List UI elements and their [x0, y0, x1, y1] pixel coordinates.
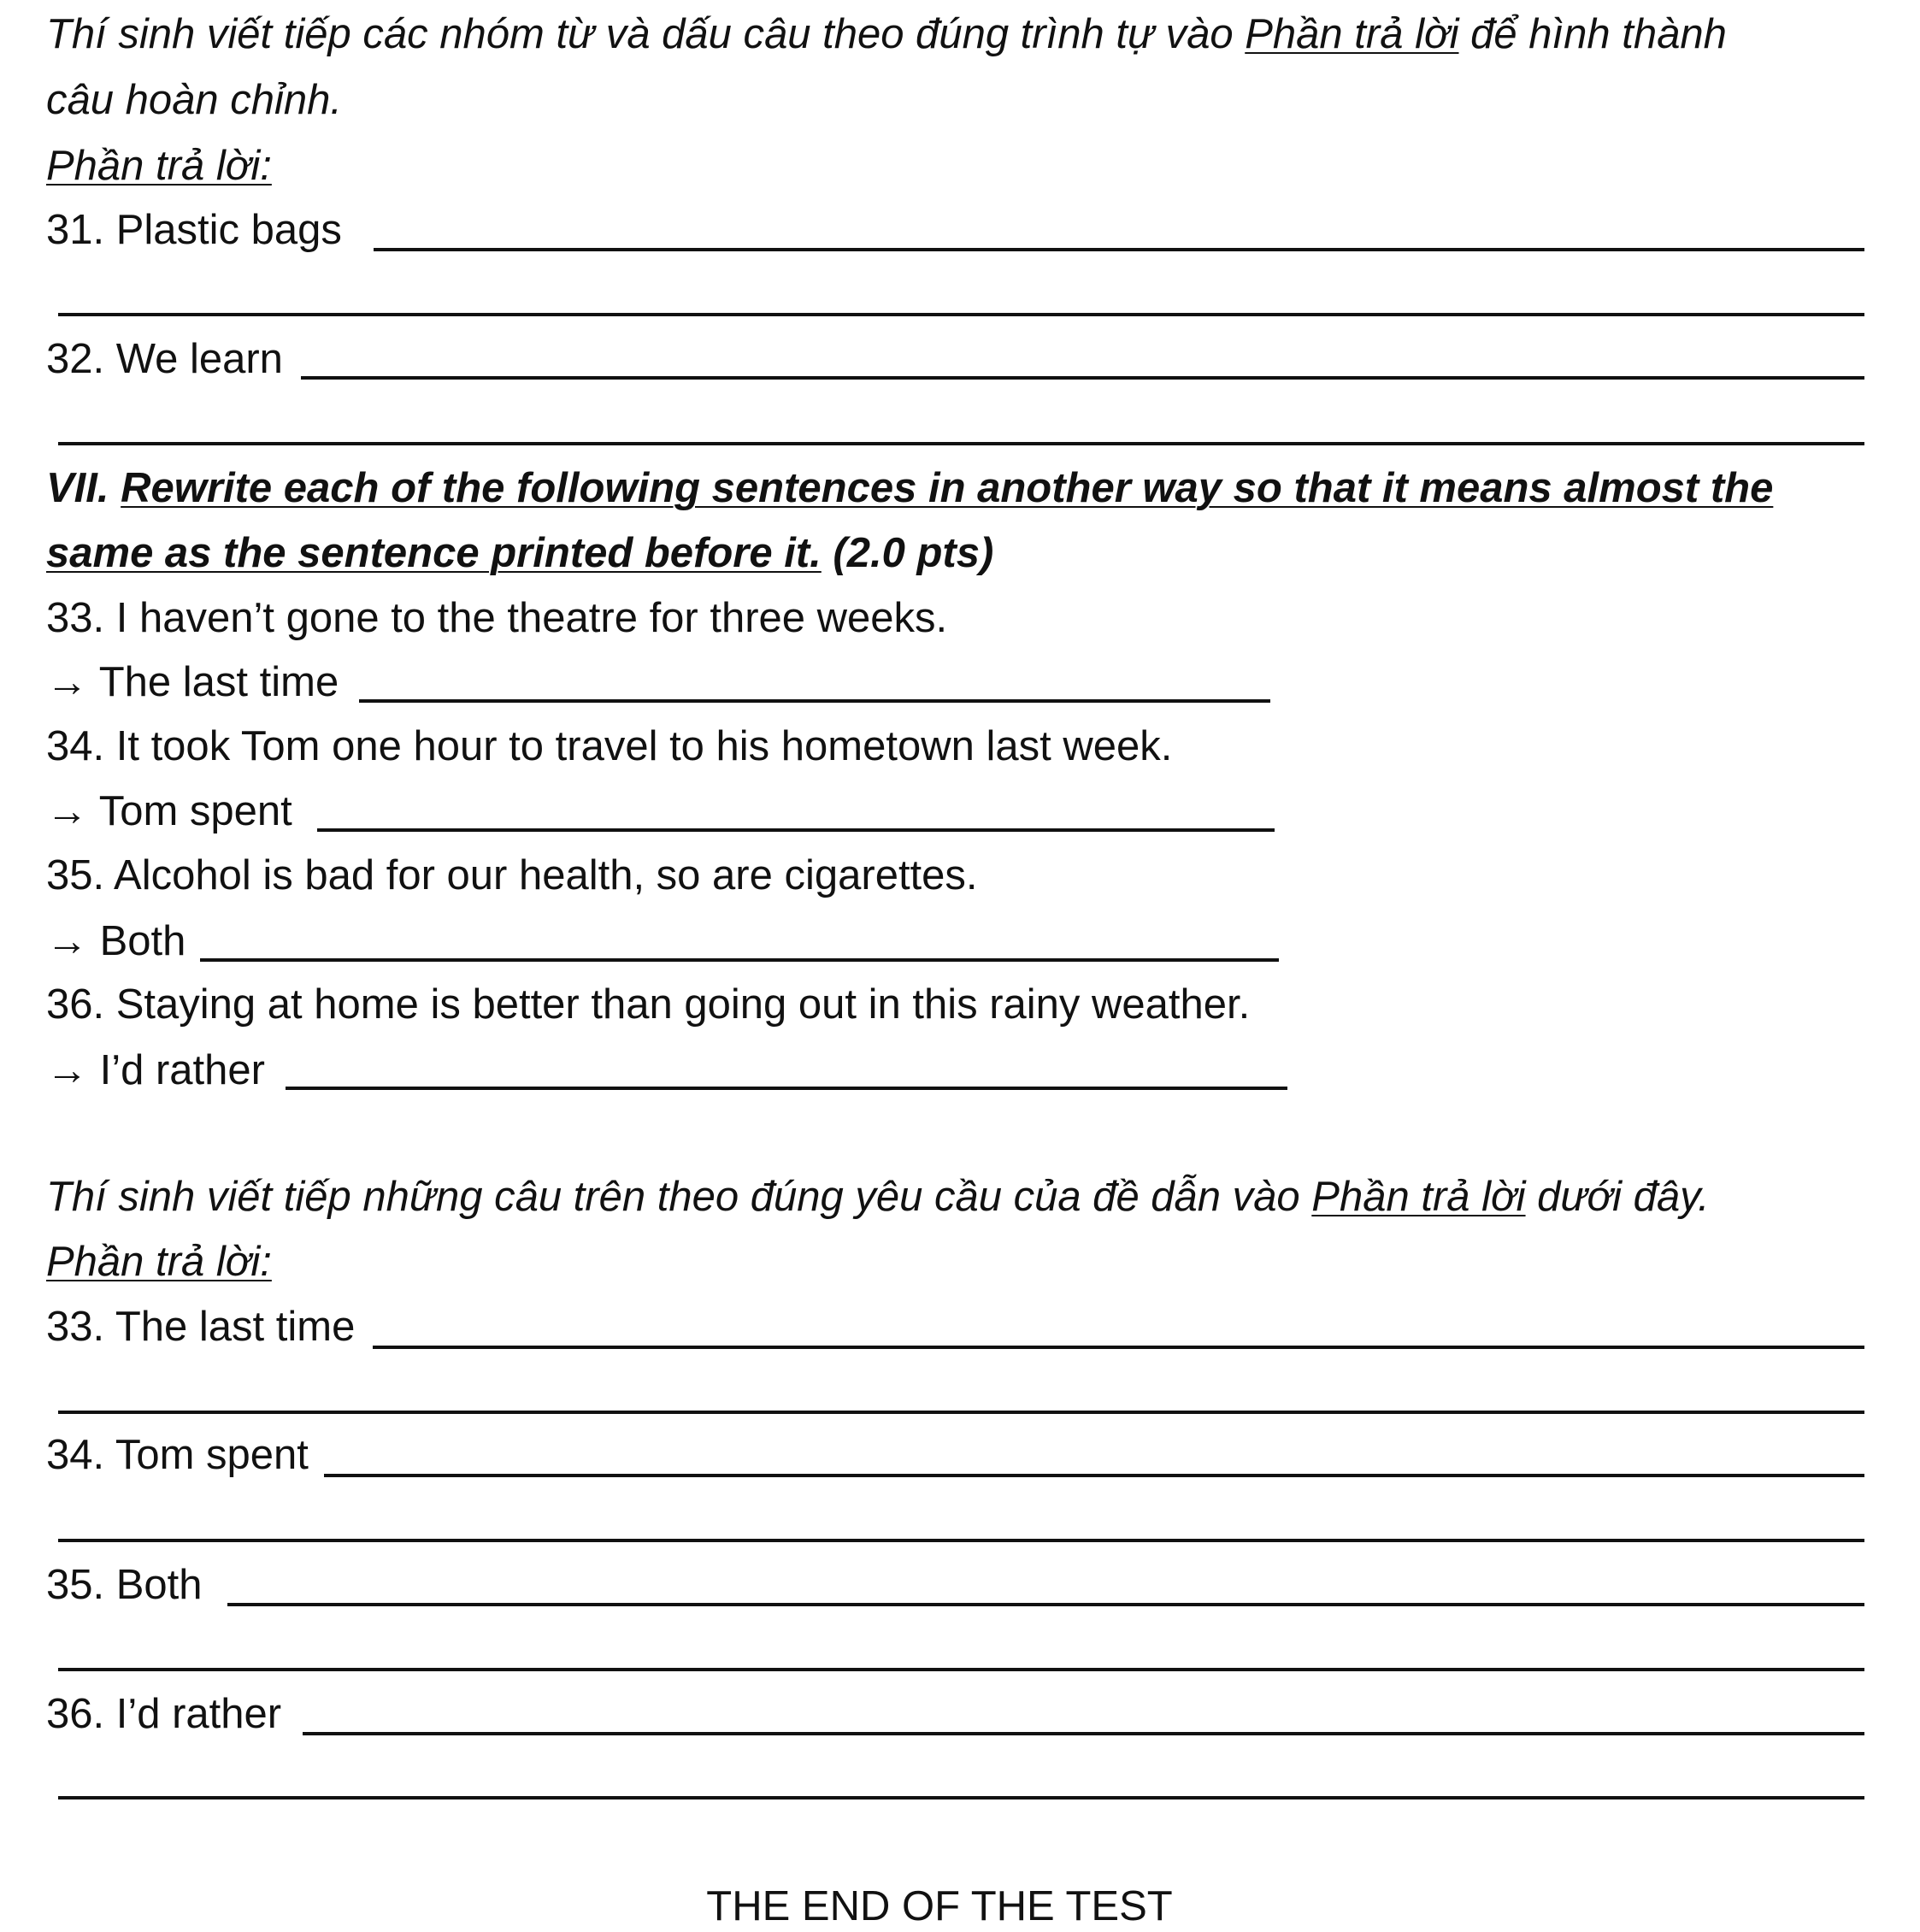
rewrite-prompt-35: → Both [46, 918, 186, 964]
instruction-line-3 [46, 1176, 1710, 1218]
answer-prompt-33: 33. The last time [46, 1304, 356, 1350]
rewrite-line[interactable] [359, 699, 1270, 703]
answer-line[interactable] [58, 1539, 1864, 1542]
section-title: same as the sentence printed before it. [46, 530, 822, 576]
answer-line[interactable] [227, 1603, 1864, 1606]
section-heading-line-1 [46, 465, 1774, 511]
rewrite-line[interactable] [286, 1087, 1287, 1090]
question-34: 34. It took Tom one hour to travel to his hometown last week. [46, 723, 1173, 769]
section-title: Rewrite each of the following sentences in another way so that it means almost the [121, 465, 1774, 511]
question-33: 33. I haven’t gone to the theatre for three weeks. [46, 595, 948, 641]
answer-line[interactable] [58, 442, 1864, 445]
question-36: 36. Staying at home is better than going out in this rainy weather. [46, 981, 1251, 1028]
answer-prompt-36: 36. I’d rather [46, 1691, 282, 1737]
section-heading-line-2 [46, 530, 994, 576]
instruction-line-2: câu hoàn chỉnh. [46, 77, 342, 123]
answer-heading: Phần trả lời: [46, 143, 272, 189]
rewrite-line[interactable] [200, 958, 1279, 962]
rewrite-prompt-34: → Tom spent [46, 788, 292, 834]
rewrite-line[interactable] [317, 828, 1275, 832]
answer-line[interactable] [374, 248, 1864, 251]
answer-section-reference: Phần trả lời [1311, 1174, 1526, 1220]
answer-line[interactable] [58, 1668, 1864, 1671]
instruction-line-1 [46, 11, 1727, 57]
test-end-footer: THE END OF THE TEST [706, 1883, 1173, 1929]
instruction-text: dưới đây. [1525, 1174, 1710, 1220]
rewrite-prompt-36: → I’d rather [46, 1047, 265, 1093]
answer-line[interactable] [301, 376, 1864, 380]
answer-prompt-34: 34. Tom spent [46, 1432, 309, 1478]
answer-line[interactable] [58, 1411, 1864, 1414]
answer-line[interactable] [58, 1796, 1864, 1799]
answer-line[interactable] [324, 1474, 1864, 1477]
section-number: VII. [46, 465, 109, 511]
answer-line[interactable] [303, 1732, 1864, 1735]
answer-prompt-32: 32. We learn [46, 336, 283, 382]
rewrite-prompt-33: → The last time [46, 659, 339, 705]
instruction-text: để hình thành [1458, 11, 1727, 57]
instruction-text: Thí sinh viết tiếp các nhóm từ và dấu câu theo đúng trình tự vào [46, 11, 1246, 57]
section-points: (2.0 pts) [833, 530, 994, 576]
answer-line[interactable] [58, 313, 1864, 316]
answer-section-reference: Phần trả lời [1245, 11, 1459, 57]
instruction-text: Thí sinh viết tiếp những câu trên theo đúng yêu cầu của đề dẫn vào [46, 1174, 1312, 1220]
answer-line[interactable] [373, 1346, 1864, 1349]
question-35: 35. Alcohol is bad for our health, so are cigarettes. [46, 852, 978, 898]
answer-prompt-31: 31. Plastic bags [46, 207, 342, 253]
answer-prompt-35: 35. Both [46, 1562, 203, 1608]
answer-heading: Phần trả lời: [46, 1239, 272, 1285]
